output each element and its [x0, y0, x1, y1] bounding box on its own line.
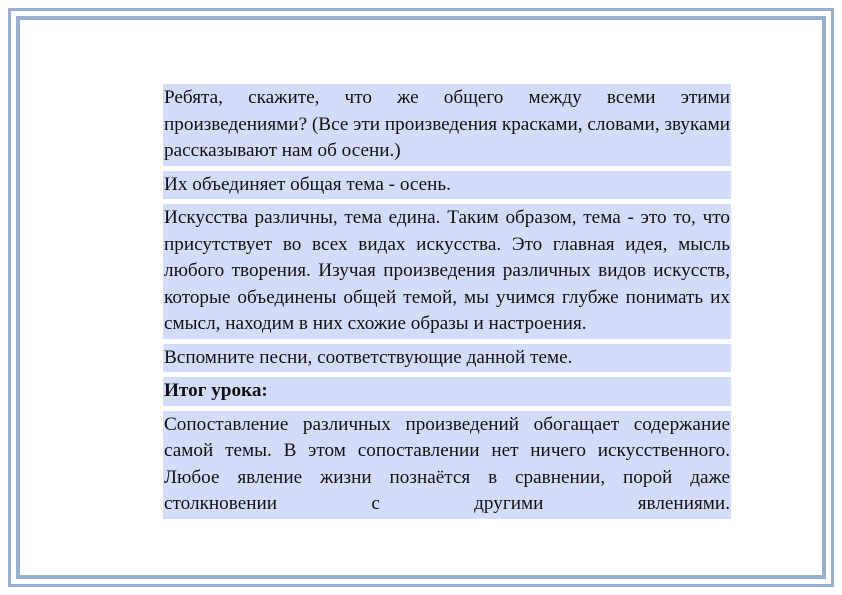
common-theme-paragraph: Их объединяет общая тема - осень. — [163, 171, 731, 200]
lesson-summary-heading: Итог урока: — [163, 377, 731, 406]
lesson-summary-paragraph: Сопоставление различных произведений обогащает содержание самой темы. В этом сопоставлении нет ничего искусственного. Любое явление жизни познаётся в сравнении, порой даже столкновении с другими явлениями. — [163, 411, 731, 519]
theme-explanation-paragraph: Искусства различны, тема едина. Таким образом, тема - это то, что присутствует во всех видах искусства. Это главная идея, мысль любого творения. Изучая произведения различных видов искусств, которые объединены общей темой, мы учимся глубже понимать их смысл, находим в них схожие образы и настроения. — [163, 204, 731, 339]
question-paragraph: Ребята, скажите, что же общего между всеми этими произведениями? (Все эти произведения красками, словами, звуками рассказывают нам об осени.) — [163, 84, 731, 166]
songs-prompt-paragraph: Вспомните песни, соответствующие данной теме. — [163, 344, 731, 373]
slide-text-block — [163, 84, 731, 519]
